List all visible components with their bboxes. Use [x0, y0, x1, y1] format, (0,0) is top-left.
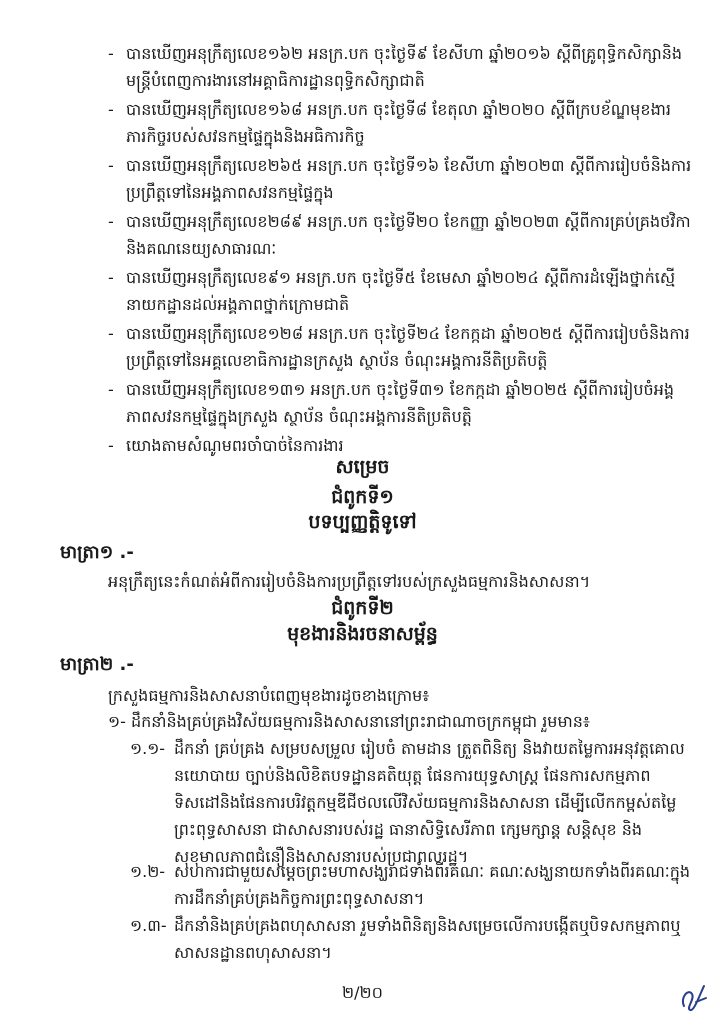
article2-item1: ១- ដឹកនាំនិងគ្រប់គ្រងវិស័យធម្មការនិងសាសនានៅព្រះរាជាណាចក្រកម្ពុជា រួមមាន៖: [108, 712, 590, 731]
subitem-number: ១.២-: [130, 862, 166, 881]
preamble-text: យោងតាមសំណូមពរចាំបាច់នៃការងារ: [126, 436, 344, 455]
subitem: [130, 858, 695, 912]
preamble-text: បានឃើញអនុក្រឹត្យលេខ២៦៥ អនក្រ.បក ចុះថ្ងៃទី១៦ ខែសីហា ឆ្នាំ២០២៣ ស្តីពីការរៀបចំនិងការប្រព្រឹត្តទៅនៃអង្គភាពសវនកម្មផ្ទៃក្នុង: [126, 156, 692, 202]
preamble-text: បានឃើញអនុក្រឹត្យលេខ១៦៨ អនក្រ.បក ចុះថ្ងៃទី៨ ខែតុលា ឆ្នាំ២០២០ ស្តីពីក្របខ័ណ្ឌមុខងារ ភារកិច្ចរបស់សវនកម្មផ្ទៃក្នុងនិងអធិការកិច្ច: [126, 100, 671, 146]
article2-label: មាត្រា២ .-: [60, 654, 134, 675]
article2-intro: ក្រសួងធម្មការនិងសាសនាបំពេញមុខងារដូចខាងក្រោម៖: [108, 686, 430, 705]
preamble-item: [108, 96, 693, 150]
preamble-text: បានឃើញអនុក្រឹត្យលេខ១២៨ អនក្រ.បក ចុះថ្ងៃទី២៤ ខែកក្កដា ឆ្នាំ២០២៥ ស្តីពីការរៀបចំនិងការប្រព្រឹត្តទៅនៃអគ្គលេខាធិការដ្ឋានក្រសួង ស្ថាប័ន ចំណុះអង្គការនីតិប្រតិបត្តិ: [126, 324, 690, 370]
subitem-text: សហការជាមួយសម្ដេចព្រះមហាសង្ឃរាជទាំងពីរគណៈ គណៈសង្ឃនាយកទាំងពីរគណៈក្នុងការដឹកនាំគ្រប់គ្រងកិច្ចការព្រះពុទ្ធសាសនា។: [174, 862, 691, 908]
bullet-dash: -: [108, 156, 114, 175]
bullet-dash: -: [108, 44, 114, 63]
preamble-text: បានឃើញអនុក្រឹត្យលេខ១៦២ អនក្រ.បក ចុះថ្ងៃទី៩ ខែសីហា ឆ្នាំ២០១៦ ស្តីពីគ្រូពុទ្ធិកសិក្សានិងមន្ត្រីបំពេញការងារនៅអគ្គាធិការដ្ឋានពុទ្ធិកសិក្សាជាតិ: [126, 44, 683, 90]
chapter1-label: ជំពូកទី១: [331, 486, 394, 508]
bullet-dash: -: [108, 100, 114, 119]
bullet-dash: -: [108, 212, 114, 231]
chapter2-title: មុខងារនិងរចនាសម្ព័ន្ធ: [287, 623, 438, 645]
preamble-text: បានឃើញអនុក្រឹត្យលេខ៩១ អនក្រ.បក ចុះថ្ងៃទី៥ ខែមេសា ឆ្នាំ២០២៤ ស្តីពីការដំឡើងថ្នាក់ស្មើនាយកដ្ឋានដល់អង្គភាពថ្នាក់ក្រោមជាតិ: [126, 268, 676, 314]
subitem: [130, 912, 695, 966]
article1-label: មាត្រា១ .-: [60, 542, 134, 563]
handwritten-initials-icon: [678, 980, 708, 1014]
preamble-item: [108, 40, 693, 94]
preamble-item: [108, 208, 693, 262]
page-number: ២/២០: [342, 983, 383, 1002]
chapter1-title: បទប្បញ្ញត្តិទូទៅ: [308, 511, 417, 533]
preamble-item: [108, 264, 693, 318]
bullet-dash: -: [108, 268, 114, 287]
subitem-text: ដឹកនាំនិងគ្រប់គ្រងពហុសាសនា រួមទាំងពិនិត្យនិងសម្រេចលើការបង្កើតឬបិទសកម្មភាពឬសាសនដ្ឋានពហុសាសនា។: [174, 916, 681, 962]
preamble-item: [108, 376, 693, 430]
article1-text: អនុក្រឹត្យនេះកំណត់អំពីការរៀបចំនិងការប្រព្រឹត្តទៅរបស់ក្រសួងធម្មការនិងសាសនា។: [108, 572, 591, 591]
preamble-list: [108, 40, 693, 461]
bullet-dash: -: [108, 436, 114, 455]
preamble-text: បានឃើញអនុក្រឹត្យលេខ២៨៩ អនក្រ.បក ចុះថ្ងៃទី២០ ខែកញ្ញា ឆ្នាំ២០២៣ ស្តីពីការគ្រប់គ្រងថវិកានិងគណនេយ្យសាធារណៈ: [126, 212, 691, 258]
bullet-dash: -: [108, 380, 114, 399]
preamble-text: បានឃើញអនុក្រឹត្យលេខ១៣១ អនក្រ.បក ចុះថ្ងៃទី៣១ ខែកក្កដា ឆ្នាំ២០២៥ ស្តីពីការរៀបចំអង្គភាពសវនកម្មផ្ទៃក្នុងក្រសួង ស្ថាប័ន ចំណុះអង្គការនីតិប្រតិបត្តិ: [126, 380, 675, 426]
preamble-item: [108, 152, 693, 206]
subitem-number: ១.៣-: [130, 916, 167, 935]
preamble-item: [108, 320, 693, 374]
bullet-dash: -: [108, 324, 114, 343]
subitem: [130, 735, 695, 870]
decision-heading: សម្រេច: [335, 456, 390, 478]
subitem-text: ដឹកនាំ គ្រប់គ្រង សម្របសម្រួល រៀបចំ តាមដាន ត្រួតពិនិត្យ និងវាយតម្លៃការអនុវត្តគោលនយោបាយ ច្បាប់និងលិខិតបទដ្ឋានគតិយុត្ត ផែនការយុទ្ធសាស្ត្រ ផែនការសកម្មភាពទិសដៅនិងផែនការបរិវត្តកម្មឌីជីថលលើវិស័យធម្មការនិងសាសនា ដើម្បីលើកកម្ពស់តម្លៃព្រះពុទ្ធសាសនា ជាសាសនារបស់រដ្ឋ ធានាសិទ្ធិសេរីភាព ក្សេមក្សាន្ត សន្តិសុខ និងសុខុមាលភាពជំនឿនិងសាសនារបស់ប្រជាពលរដ្ឋ។: [174, 739, 685, 866]
subitem-number: ១.១-: [130, 739, 166, 758]
chapter2-label: ជំពូកទី២: [331, 597, 394, 619]
